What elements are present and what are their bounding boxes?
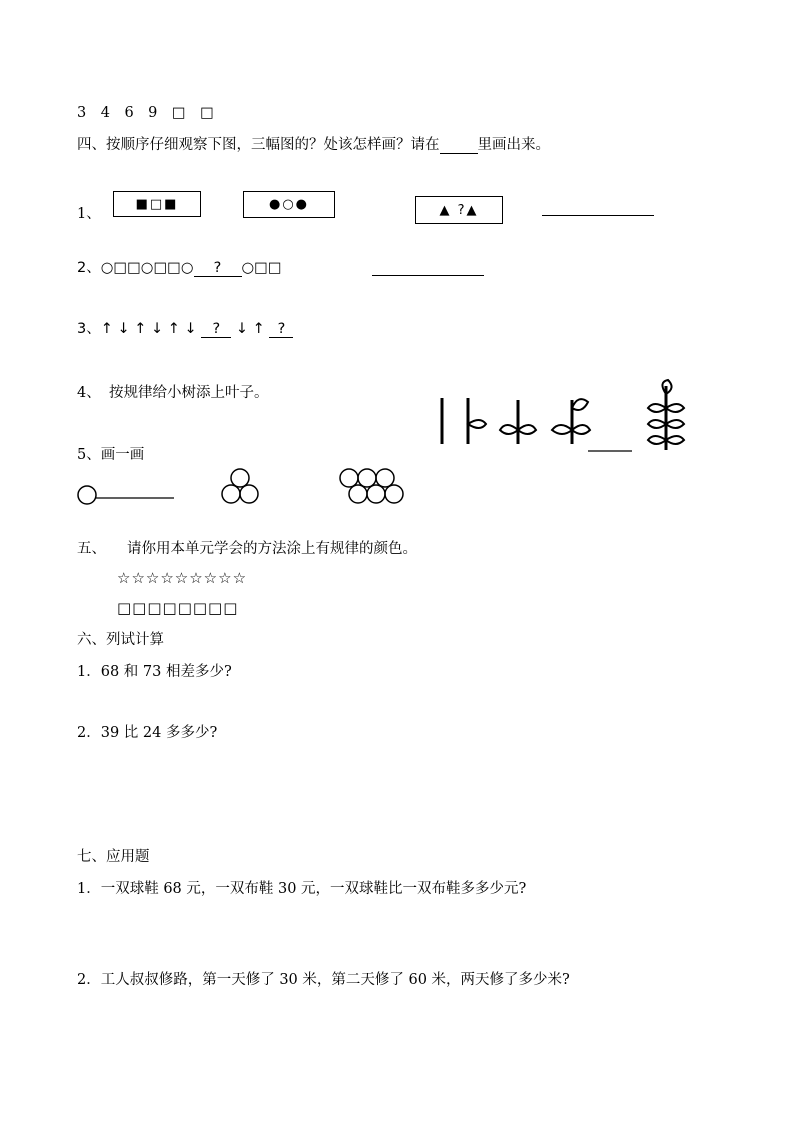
- sapling-4-leaf-right: [572, 425, 590, 434]
- q3-middle: ↓ ↑: [235, 321, 265, 337]
- sapling-6-leaf-6: [666, 436, 684, 444]
- q2-answer-line[interactable]: [372, 275, 484, 276]
- circle-pattern-2a: [222, 485, 240, 503]
- q3-blank-1[interactable]: ?: [201, 322, 231, 338]
- section-five-heading: 五、: [77, 541, 106, 557]
- circle-pattern-3d: [358, 469, 376, 487]
- sapling-3-leaf-left: [500, 425, 518, 434]
- sapling-sequence-illustration: [428, 378, 700, 456]
- q4-text: 按规律给小树添上叶子。: [109, 385, 269, 401]
- q3-label: 3、: [77, 321, 101, 337]
- square-row[interactable]: □□□□□□□□: [117, 599, 239, 617]
- q4-label: 4、: [77, 385, 101, 401]
- section-seven-question-1: 1．一双球鞋 68 元，一双布鞋 30 元，一双球鞋比一双布鞋多多少元?: [77, 881, 527, 897]
- sapling-3-leaf-right: [518, 425, 536, 434]
- section-four-heading: [77, 138, 550, 154]
- sapling-6-leaf-2: [666, 404, 684, 412]
- sapling-6-leaf-5: [648, 436, 666, 444]
- heading-answer-blank[interactable]: [440, 138, 478, 154]
- q2-row: [77, 261, 282, 277]
- sapling-2-leaf: [468, 420, 486, 428]
- section-six-heading: 六、列试计算: [77, 632, 164, 648]
- circle-pattern-2b: [240, 485, 258, 503]
- section-four-heading-text: 四、按顺序仔细观察下图，三幅图的？处该怎样画？请在: [77, 137, 440, 153]
- q1-label: 1、: [77, 206, 101, 222]
- sapling-6-leaf-4: [666, 420, 684, 428]
- section-six-question-2: 2．39 比 24 多多少?: [77, 725, 218, 741]
- q2-tail: ○□□: [241, 260, 282, 276]
- section-six-question-1: 1．68 和 73 相差多少?: [77, 664, 232, 680]
- section-seven-question-2: 2．工人叔叔修路，第一天修了 30 米，第二天修了 60 米，两天修了多少米?: [77, 972, 570, 988]
- q2-label: 2、: [77, 260, 101, 276]
- circle-pattern-2c: [231, 469, 249, 487]
- q1-answer-line[interactable]: [542, 215, 654, 216]
- circle-pattern-illustration: [74, 462, 424, 507]
- pattern-box-circles: ●○●: [243, 191, 335, 218]
- section-seven-heading: 七、应用题: [77, 849, 150, 865]
- q2-blank[interactable]: ?: [194, 261, 242, 277]
- sapling-6-leaf-3: [648, 420, 666, 428]
- q3-blank-2[interactable]: ?: [269, 322, 293, 338]
- circle-pattern-3a: [349, 485, 367, 503]
- q2-sequence: ○□□○□□○: [100, 260, 194, 276]
- sapling-6-leaf-1: [648, 404, 666, 412]
- sapling-4-leaf-top: [572, 399, 588, 410]
- sapling-4-leaf-left: [552, 425, 572, 434]
- q5-label: 5、画一画: [77, 447, 145, 463]
- section-five-text: 请你用本单元学会的方法涂上有规律的颜色。: [127, 541, 417, 557]
- circle-pattern-1: [78, 486, 96, 504]
- section-four-heading-tail: 里画出来。: [477, 137, 550, 153]
- circle-pattern-3e: [376, 469, 394, 487]
- pattern-box-squares: ■□■: [113, 191, 201, 217]
- pattern-box-triangles: ▲ ?▲: [415, 196, 503, 224]
- star-row[interactable]: ☆☆☆☆☆☆☆☆☆: [117, 569, 248, 587]
- q3-sequence: ↑ ↓ ↑ ↓ ↑ ↓: [100, 321, 197, 337]
- number-sequence: 3 4 6 9 □ □: [77, 105, 214, 121]
- circle-pattern-3b: [367, 485, 385, 503]
- circle-pattern-3f: [340, 469, 358, 487]
- q3-row: [77, 322, 293, 338]
- circle-pattern-3c: [385, 485, 403, 503]
